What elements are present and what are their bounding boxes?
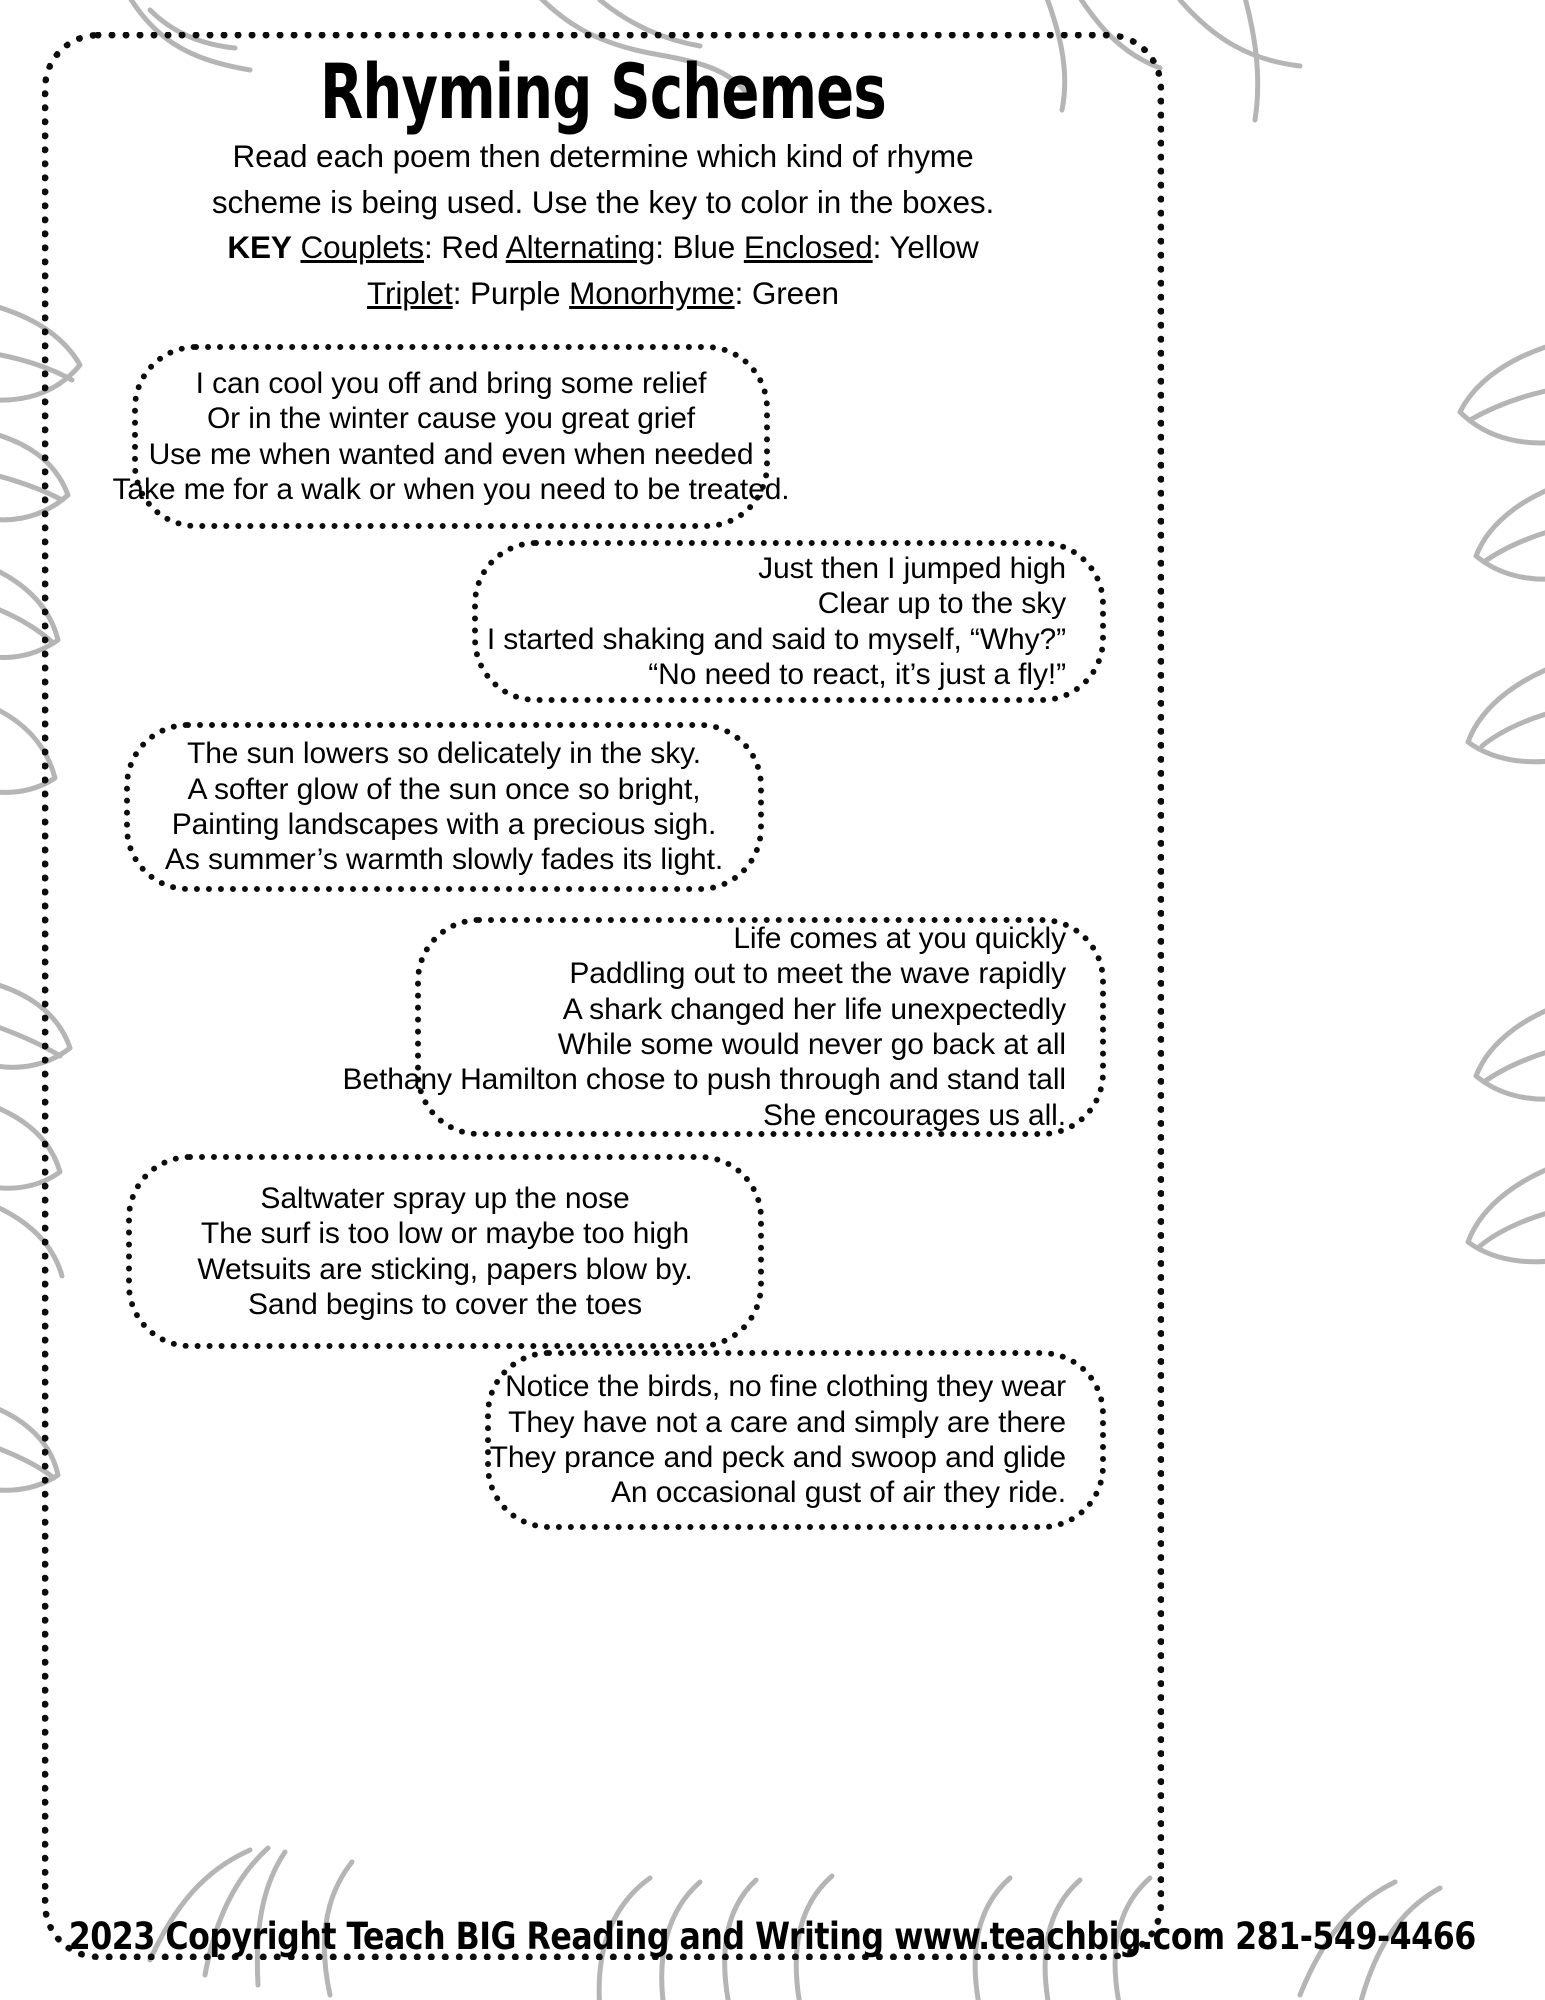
poem-line: She encourages us all.: [762, 1098, 1066, 1132]
key-sep-3: :: [452, 275, 471, 312]
poem-line: “No need to react, it’s just a fly!”: [648, 657, 1066, 691]
key-color-alternating: Blue: [672, 229, 736, 266]
key-line-2: [90, 271, 1116, 317]
key-color-couplets: Red: [441, 229, 499, 266]
instructions-block: [42, 134, 1164, 317]
key-sep-0: :: [423, 229, 442, 266]
copyright-footer: 2023 Copyright Teach BIG Reading and Writing www.teachbig.com 281-549-4466: [68, 1915, 1476, 1958]
key-label: KEY: [227, 229, 292, 266]
poem-line: Sand begins to cover the toes: [247, 1287, 643, 1321]
poem-line: Clear up to the sky: [817, 587, 1066, 621]
worksheet-content: [42, 32, 1476, 1960]
poem-line: Or in the winter cause you great grief: [206, 402, 696, 436]
key-sep-2: :: [872, 229, 890, 266]
poem-box-6[interactable]: [485, 1350, 1106, 1530]
key-term-alternating: Alternating: [505, 229, 656, 266]
key-term-couplets: Couplets: [300, 229, 424, 266]
key-sep-4: :: [734, 275, 752, 312]
poem-line: Wetsuits are sticking, papers blow by.: [197, 1252, 693, 1286]
poem-line: Paddling out to meet the wave rapidly: [569, 957, 1066, 991]
poem-line: They have not a care and simply are there: [508, 1405, 1066, 1439]
poem-line: I started shaking and said to myself, “Why?”: [486, 622, 1066, 656]
key-line-1: [90, 225, 1116, 271]
poem-box-4[interactable]: [342, 917, 1106, 1137]
poem-line: While some would never go back at all: [557, 1028, 1066, 1061]
poem-line: Life comes at you quickly: [733, 921, 1066, 955]
poem-line: I can cool you off and bring some relief: [195, 366, 707, 400]
poem-line: Take me for a walk or when you need to be treated.: [112, 472, 790, 506]
poem-line: The sun lowers so delicately in the sky.: [186, 737, 701, 771]
instruction-line-2: scheme is being used. Use the key to color in the boxes.: [211, 183, 995, 220]
poem-line: The surf is too low or maybe too high: [200, 1217, 690, 1251]
key-term-enclosed: Enclosed: [743, 229, 873, 266]
poem-box-2[interactable]: [472, 540, 1106, 703]
poem-line: They prance and peck and swoop and glide: [489, 1441, 1066, 1474]
poem-line: Saltwater spray up the nose: [260, 1181, 630, 1215]
key-color-enclosed: Yellow: [889, 229, 979, 266]
poem-line: Notice the birds, no fine clothing they wear: [505, 1370, 1066, 1404]
poem-box-3[interactable]: [124, 722, 764, 892]
poem-box-5[interactable]: [126, 1154, 764, 1349]
poem-line: A shark changed her life unexpectedly: [562, 992, 1066, 1026]
poem-line: A softer glow of the sun once so bright,: [187, 772, 701, 806]
page-title: Rhyming Schemes: [320, 47, 886, 136]
instruction-line-1: Read each poem then determine which kind of rhyme: [232, 138, 974, 174]
key-term-triplet: Triplet: [367, 275, 453, 312]
poem-line: Bethany Hamilton chose to push through and stand tall: [342, 1063, 1066, 1097]
key-color-monorhyme: Green: [751, 275, 839, 312]
poem-box-1[interactable]: [112, 344, 790, 529]
poem-line: Just then I jumped high: [758, 551, 1066, 585]
poem-line: As summer’s warmth slowly fades its light.: [164, 843, 724, 877]
key-sep-1: :: [655, 229, 673, 266]
key-color-triplet: Purple: [470, 275, 561, 312]
poem-line: Painting landscapes with a precious sigh.: [171, 808, 717, 841]
key-term-monorhyme: Monorhyme: [569, 275, 735, 312]
poem-line: An occasional gust of air they ride.: [611, 1476, 1066, 1510]
poem-line: Use me when wanted and even when needed: [148, 437, 754, 471]
